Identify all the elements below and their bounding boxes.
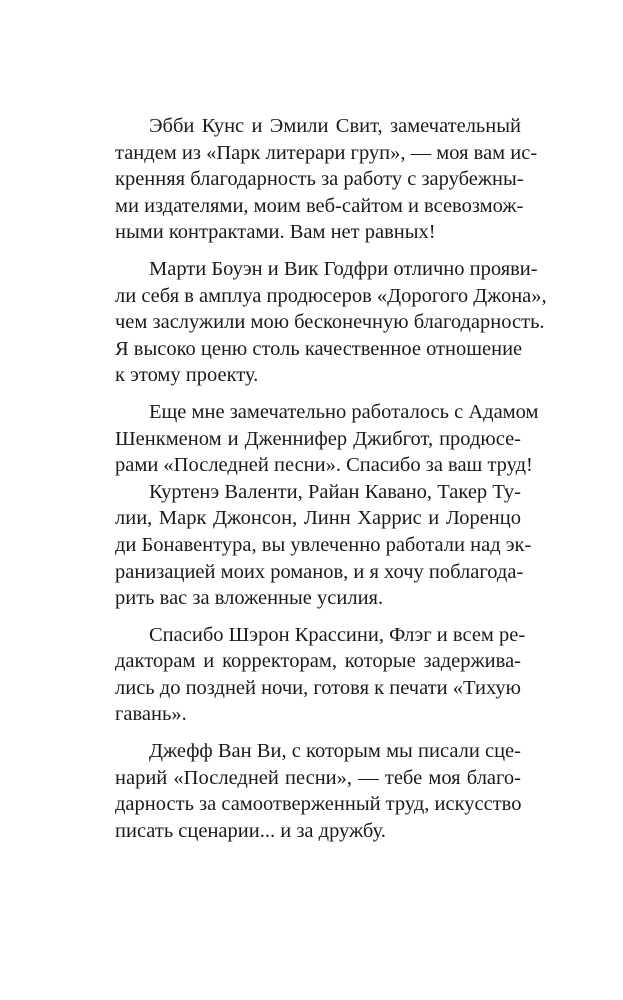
text-line: рить вас за вложенные усилия. [115,587,384,610]
text-line: чем заслужили мою бесконечную благодарность. [115,311,545,334]
paragraph-editors [81,622,526,728]
text-line: Еще мне замечательно работалось с Адамом [149,400,539,423]
text-line: Куртенэ Валенти, Райан Кавано, Такер Ту- [149,480,521,503]
text-line: писать сценарии... и за дружбу. [115,819,386,842]
text-line: Марти Боуэн и Вик Годфри отлично прояви- [149,257,538,280]
text-line: ными контрактами. Вам нет равных! [115,221,436,244]
text-line: кренняя благодарность за работу с зарубежны- [115,168,524,191]
text-line: ми издателями, моим веб-сайтом и всевозмож- [115,194,524,217]
paragraph-screenwriter [81,738,521,844]
text-line: Эбби Кунс и Эмили Свит, замечательный [149,115,521,137]
text-line: гавань». [115,703,187,726]
text-line: лись до поздней ночи, готовя к печати «Тихую [115,676,521,699]
text-line: дакторам и корректорам, которые задержива- [115,650,521,673]
text-line: Спасибо Шэрон Крассини, Флэг и всем ре- [149,623,526,646]
text-line: ди Бонавентура, вы увлеченно работали над эк- [115,533,532,556]
text-line: дарность за самоотверженный труд, искусство [115,793,522,816]
paragraph-agents [81,113,538,246]
text-line: Я высоко ценю столь качественное отношение [115,337,523,360]
page-body [81,113,547,844]
text-line: рами «Последней песни». Спасибо за ваш труд! [115,454,533,477]
paragraph-adaptations [81,479,532,612]
text-line: ли себя в амплуа продюсеров «Дорогого Джона», [115,284,547,307]
text-line: тандем из «Парк литерари груп», — моя вам ис- [115,141,538,164]
text-line: нарий «Последней песни», — тебе моя благо- [115,766,521,789]
paragraph-producers-dear-john [81,256,547,389]
text-line: лии, Марк Джонсон, Линн Харрис и Лоренцо [115,507,521,530]
text-line: Шенкменом и Дженнифер Джибгот, продюсе- [115,427,521,450]
text-line: ранизацией моих романов, и я хочу поблагода- [115,560,524,583]
text-line: к этому проекту. [115,364,259,387]
paragraph-producers-last-song [81,399,539,479]
text-line: Джефф Ван Ви, с которым мы писали сце- [149,740,521,763]
